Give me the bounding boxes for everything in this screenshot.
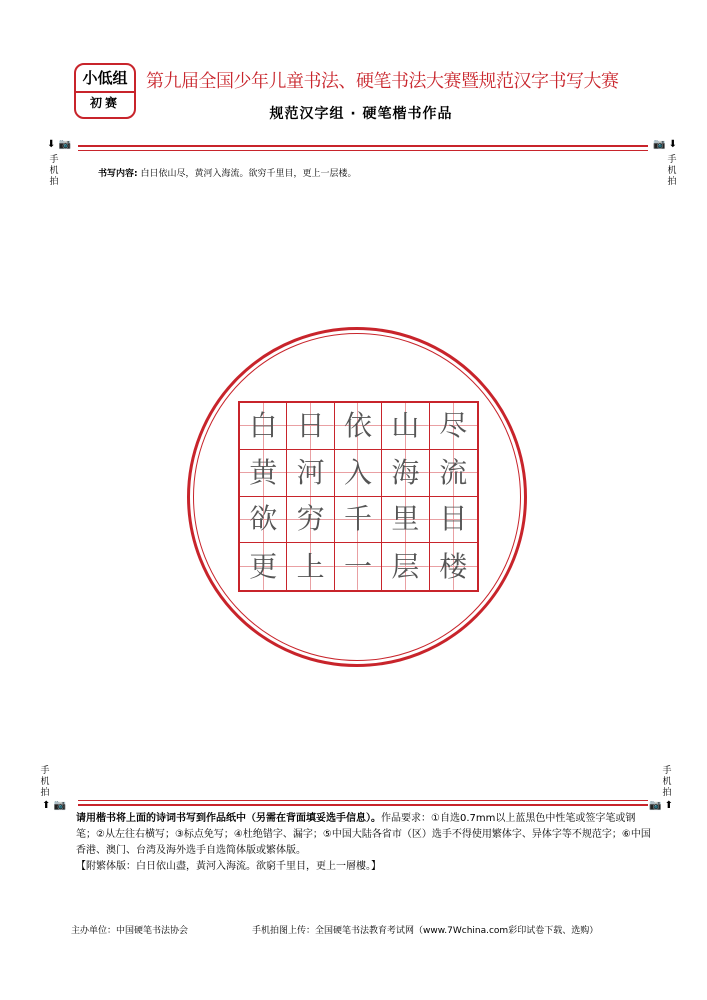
grid-character: 流 (439, 455, 468, 489)
grid-cell (287, 497, 334, 544)
grid-cell (382, 450, 429, 497)
top-right-camera-icon: 📷 ⬇ (653, 139, 678, 150)
grid-character: 日 (296, 408, 325, 442)
bottom-rule-thin (78, 800, 648, 801)
category-subtitle: 规范汉字组 · 硬笔楷书作品 (269, 106, 453, 122)
writing-content-label: 书写内容: (98, 169, 138, 179)
grid-cell (335, 450, 382, 497)
bottom-right-camera-icon: 📷 ⬆ (649, 800, 674, 811)
instructions-body: 作品要求：①自选0.7mm以上蓝黑色中性笔或签字笔或钢笔；②从左往右横写；③标点免写；④杜绝错字、漏字；⑤中国大陆各省市（区）选手不得使用繁体字、异体字等不规范字；⑥中国香港、澳门、台湾及海外选手自选简体版或繁体版。 (76, 813, 651, 856)
grid-character: 黄 (249, 455, 278, 489)
grid-character: 千 (343, 502, 372, 536)
competition-title: 第九届全国少年儿童书法、硬笔书法大赛暨规范汉字书写大赛 (146, 71, 619, 92)
grid-character: 海 (391, 455, 420, 489)
group-badge (74, 63, 136, 119)
badge-round-label: 初赛 (89, 96, 120, 110)
grid-cell (240, 497, 287, 544)
bottom-left-phone-label: 手机拍 (40, 766, 50, 798)
grid-character: 更 (249, 549, 278, 583)
organizer: 主办单位：中国硬笔书法协会 (71, 926, 189, 936)
grid-character: 一 (343, 549, 372, 583)
grid-cell (335, 403, 382, 450)
upload-info: 手机拍图上传：全国硬笔书法教育考试网（www.7Wchina.com彩印试卷下载、选购） (252, 926, 599, 936)
grid-cell (335, 497, 382, 544)
top-rule-thin (78, 150, 648, 151)
grid-character: 层 (391, 549, 420, 583)
writing-content (98, 168, 357, 180)
writing-grid (238, 401, 479, 592)
instructions (76, 811, 652, 875)
grid-cell (240, 543, 287, 590)
grid-cell (382, 403, 429, 450)
grid-cell (240, 403, 287, 450)
top-left-phone-label: 手机拍 (49, 155, 59, 187)
top-left-camera-icon: ⬇ 📷 (47, 139, 72, 150)
bottom-rule-thick (78, 804, 648, 806)
grid-character: 河 (296, 455, 325, 489)
grid-character: 入 (343, 455, 372, 489)
grid-character: 楼 (439, 549, 468, 583)
top-rule-thick (78, 145, 648, 147)
grid-cell (240, 450, 287, 497)
grid-cell (287, 543, 334, 590)
grid-cell (382, 543, 429, 590)
instructions-lead: 请用楷书将上面的诗词书写到作品纸中（另需在背面填妥选手信息）。 (76, 813, 381, 824)
bottom-right-phone-label: 手机拍 (662, 766, 672, 798)
grid-cell (382, 497, 429, 544)
traditional-version: 【附繁体版：白日依山盡，黃河入海流。欲窮千里目，更上一層樓。】 (76, 861, 381, 872)
badge-group-label: 小低组 (76, 65, 134, 93)
grid-cell (430, 450, 477, 497)
grid-character: 尽 (439, 408, 468, 442)
grid-character: 欲 (249, 502, 278, 536)
grid-character: 穷 (296, 502, 325, 536)
grid-cell (430, 543, 477, 590)
bottom-left-camera-icon: ⬆ 📷 (42, 800, 67, 811)
writing-content-text: 白日依山尽，黄河入海流。欲穷千里目，更上一层楼。 (140, 169, 357, 179)
grid-character: 里 (391, 502, 420, 536)
top-right-phone-label: 手机拍 (667, 155, 677, 187)
grid-cell (287, 403, 334, 450)
grid-character: 目 (439, 502, 468, 536)
grid-character: 白 (249, 408, 278, 442)
grid-cell (430, 403, 477, 450)
grid-cell (430, 497, 477, 544)
grid-cell (335, 543, 382, 590)
grid-character: 上 (296, 549, 325, 583)
grid-character: 山 (391, 408, 420, 442)
grid-cell (287, 450, 334, 497)
grid-character: 依 (343, 408, 372, 442)
